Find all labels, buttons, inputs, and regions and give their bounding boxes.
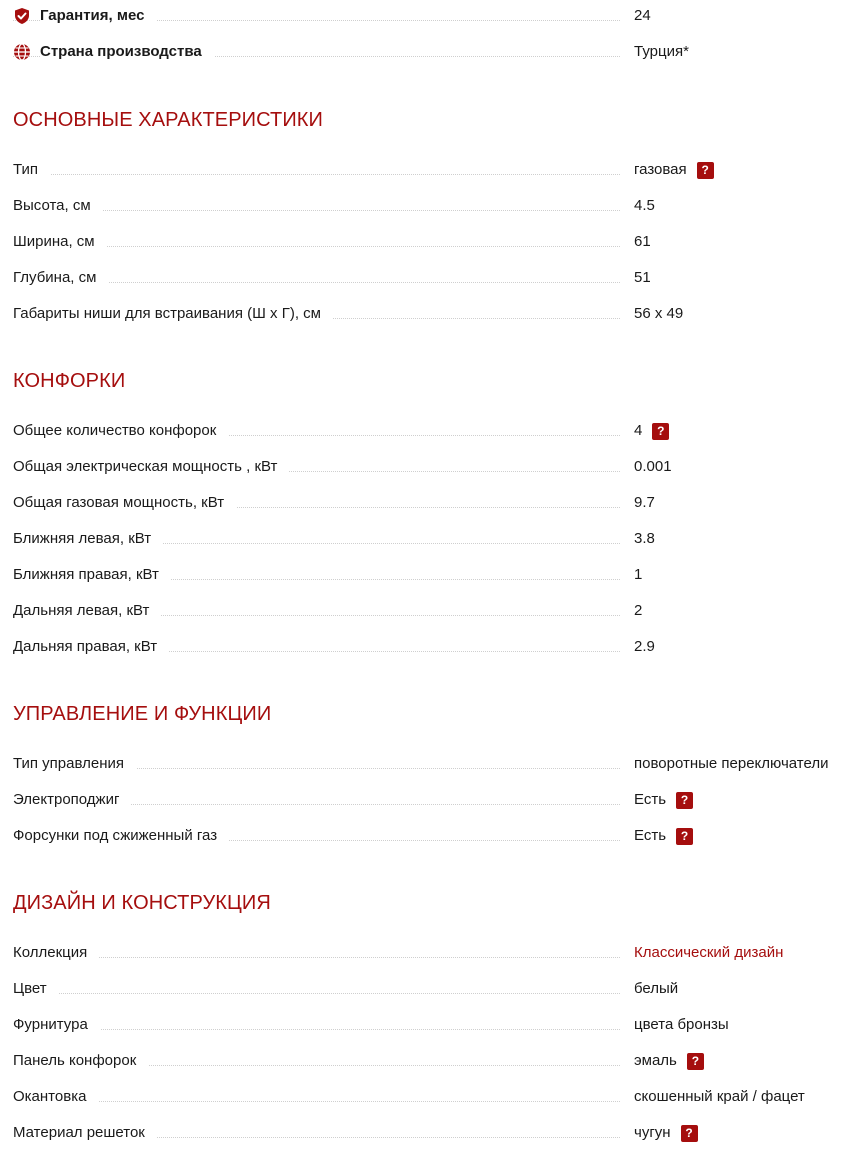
spec-row (0, 1043, 848, 1079)
spec-row (0, 1115, 848, 1151)
spec-row (0, 152, 848, 188)
section-title-burners: КОНФОРКИ (13, 370, 126, 392)
spec-value: 2 (634, 602, 643, 619)
spec-label: Фурнитура (13, 1007, 100, 1043)
spec-label: Гарантия, мес (40, 0, 156, 34)
dotted-leader (13, 1029, 620, 1030)
spec-value: скошенный край / фацет (634, 1088, 805, 1105)
spec-row (0, 557, 848, 593)
shield-check-icon (13, 7, 31, 25)
spec-value: 56 x 49 (634, 305, 684, 322)
dotted-leader (13, 174, 620, 175)
spec-value: поворотные переключатели (634, 755, 829, 772)
spec-label: Страна производства (40, 34, 214, 70)
spec-row (0, 449, 848, 485)
section-title-main: ОСНОВНЫЕ ХАРАКТЕРИСТИКИ (13, 109, 324, 131)
dotted-leader (13, 993, 620, 994)
spec-label: Панель конфорок (13, 1043, 148, 1079)
spec-label: Ширина, см (13, 224, 107, 260)
spec-row (0, 521, 848, 557)
dotted-leader (13, 210, 620, 211)
spec-label: Коллекция (13, 935, 99, 971)
help-icon[interactable]: ? (676, 792, 693, 809)
spec-value: чугун ? (634, 1115, 698, 1151)
spec-label: Глубина, см (13, 260, 108, 296)
spec-row (0, 1079, 848, 1115)
spec-value: газовая ? (634, 152, 714, 188)
spec-label: Общая газовая мощность, кВт (13, 485, 236, 521)
spec-value: 3.8 (634, 530, 655, 547)
spec-row (0, 188, 848, 224)
help-icon[interactable]: ? (687, 1053, 704, 1070)
spec-label: Цвет (13, 971, 59, 1007)
spec-row (0, 935, 848, 971)
globe-icon (13, 43, 31, 61)
spec-value: Есть ? (634, 818, 693, 854)
spec-value: 4 ? (634, 413, 669, 449)
spec-label: Ближняя левая, кВт (13, 521, 163, 557)
spec-label: Общая электрическая мощность , кВт (13, 449, 289, 485)
spec-value: белый (634, 980, 679, 997)
spec-row (0, 629, 848, 665)
collection-link[interactable]: Классический дизайн (634, 944, 784, 961)
spec-value: эмаль ? (634, 1043, 704, 1079)
spec-value: цвета бронзы (634, 1016, 729, 1033)
spec-label: Тип управления (13, 746, 136, 782)
spec-label: Высота, см (13, 188, 103, 224)
spec-label: Форсунки под сжиженный газ (13, 818, 229, 854)
spec-row (0, 413, 848, 449)
spec-label: Тип (13, 152, 50, 188)
spec-value: 1 (634, 566, 643, 583)
spec-value: Есть ? (634, 782, 693, 818)
spec-value: Турция* (634, 43, 689, 60)
spec-value: 9.7 (634, 494, 655, 511)
spec-row (0, 1007, 848, 1043)
dotted-leader (13, 1101, 620, 1102)
spec-row-country (0, 34, 848, 70)
spec-row-warranty (0, 0, 848, 34)
section-title-controls: УПРАВЛЕНИЕ И ФУНКЦИИ (13, 703, 272, 725)
spec-value: 61 (634, 233, 651, 250)
spec-value: 2.9 (634, 638, 655, 655)
spec-label: Дальняя левая, кВт (13, 593, 161, 629)
spec-row (0, 260, 848, 296)
spec-row (0, 971, 848, 1007)
spec-value: 51 (634, 269, 651, 286)
spec-row (0, 224, 848, 260)
help-icon[interactable]: ? (697, 162, 714, 179)
spec-label: Электроподжиг (13, 782, 131, 818)
spec-row (0, 296, 848, 332)
spec-row (0, 593, 848, 629)
spec-value: 24 (634, 7, 651, 24)
help-icon[interactable]: ? (681, 1125, 698, 1142)
spec-label: Ближняя правая, кВт (13, 557, 171, 593)
help-icon[interactable]: ? (676, 828, 693, 845)
spec-label: Материал решеток (13, 1115, 157, 1151)
dotted-leader (13, 957, 620, 958)
spec-row (0, 782, 848, 818)
spec-label: Габариты ниши для встраивания (Ш х Г), см (13, 296, 333, 332)
spec-value: 0.001 (634, 458, 672, 475)
section-title-design: ДИЗАЙН И КОНСТРУКЦИЯ (13, 892, 271, 914)
spec-label: Дальняя правая, кВт (13, 629, 169, 665)
spec-value: 4.5 (634, 197, 655, 214)
spec-row (0, 485, 848, 521)
help-icon[interactable]: ? (652, 423, 669, 440)
spec-label: Окантовка (13, 1079, 98, 1115)
spec-row (0, 746, 848, 782)
spec-label: Общее количество конфорок (13, 413, 228, 449)
spec-row (0, 818, 848, 854)
